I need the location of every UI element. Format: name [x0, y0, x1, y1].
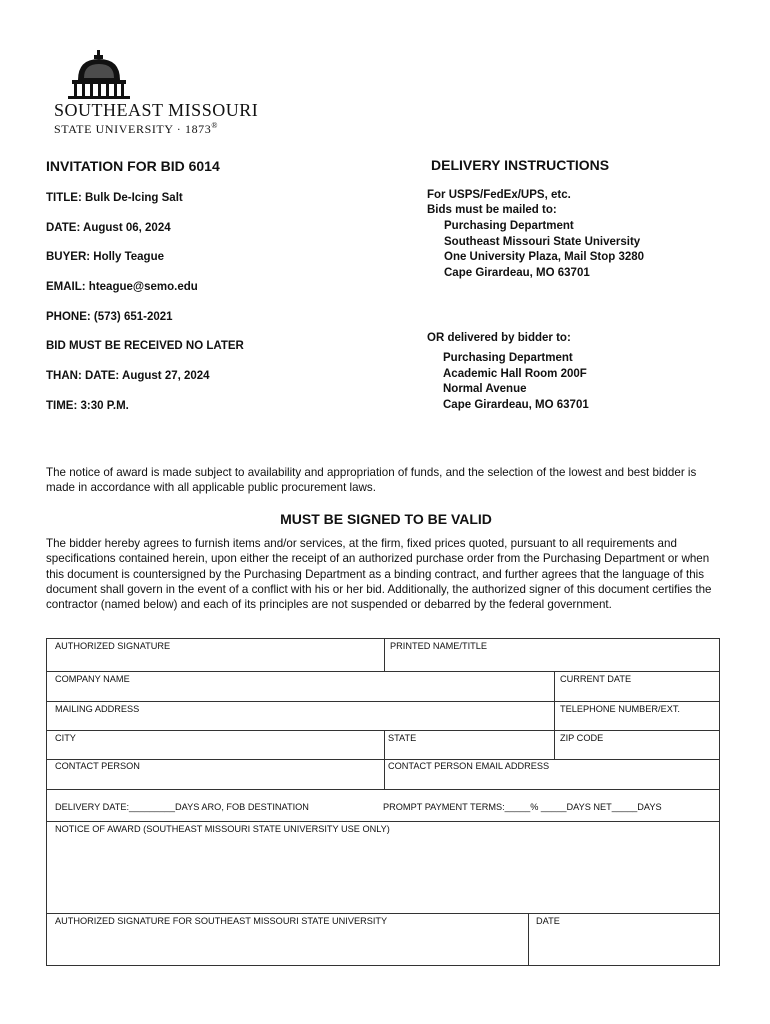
mail-address-line: Southeast Missouri State University [444, 235, 641, 248]
bid-time: TIME: 3:30 P.M. [46, 400, 129, 412]
bid-buyer: BUYER: Holly Teague [46, 251, 164, 263]
contact-email-field[interactable]: CONTACT PERSON EMAIL ADDRESS [388, 761, 550, 771]
bid-deadline-line1: BID MUST BE RECEIVED NO LATER [46, 340, 244, 352]
mail-address-line: Cape Girardeau, MO 63701 [444, 266, 590, 279]
bidder-address-line: Cape Girardeau, MO 63701 [443, 398, 589, 411]
must-sign-heading: MUST BE SIGNED TO BE VALID [280, 511, 492, 527]
contact-person-field[interactable]: CONTACT PERSON [55, 761, 140, 771]
delivery-date-field[interactable]: DELIVERY DATE:_________DAYS ARO, FOB DESTINATION [55, 802, 309, 812]
bidder-address-line: Purchasing Department [443, 352, 573, 364]
notice-of-award-field[interactable]: NOTICE OF AWARD (SOUTHEAST MISSOURI STATE UNIVERSITY USE ONLY) [55, 824, 390, 834]
logo-subtitle: STATE UNIVERSITY · 1873® [54, 121, 219, 136]
mail-address [444, 219, 644, 281]
bidder-address-line: Normal Avenue [443, 383, 527, 395]
telephone-field[interactable]: TELEPHONE NUMBER/EXT. [560, 704, 680, 714]
mailing-address-field[interactable]: MAILING ADDRESS [55, 704, 140, 714]
state-field[interactable]: STATE [388, 733, 417, 743]
bid-date: DATE: August 06, 2024 [46, 222, 171, 234]
printed-name-field[interactable]: PRINTED NAME/TITLE [390, 641, 487, 651]
agreement-text: The bidder hereby agrees to furnish items and/or services, at the firm, fixed prices quoted, pursuant to all requirements and specifications contained herein, upon either the receipt of an authorized purchase order from the Purchasing Department or when this document is countersigned by the Purchasing Department as a binding contract, and further agrees that the language of this document shall govern in the event of a conflict with his or her bid. Additionally, the authorized signer of this document certifies the contractor (named below) and each of its principles are not suspended or debarred by the federal government. [46, 537, 712, 612]
delivery-heading: DELIVERY INSTRUCTIONS [431, 157, 610, 173]
mail-intro-1: For USPS/FedEx/UPS, etc. [427, 189, 571, 201]
bid-title: TITLE: Bulk De-Icing Salt [46, 192, 183, 204]
university-logo [54, 50, 264, 140]
mail-address-line: One University Plaza, Mail Stop 3280 [444, 251, 645, 263]
bid-email: EMAIL: hteague@semo.edu [46, 281, 198, 293]
bid-heading: INVITATION FOR BID 6014 [46, 158, 220, 174]
payment-terms-field[interactable]: PROMPT PAYMENT TERMS:_____% _____DAYS NET_____DAYS [383, 802, 662, 812]
mail-intro-2: Bids must be mailed to: [427, 204, 557, 216]
city-field[interactable]: CITY [55, 733, 76, 743]
bid-phone: PHONE: (573) 651-2021 [46, 311, 173, 323]
mail-address-line: Purchasing Department [444, 220, 574, 232]
company-name-field[interactable]: COMPANY NAME [55, 674, 130, 684]
semo-signature-field[interactable]: AUTHORIZED SIGNATURE FOR SOUTHEAST MISSOURI STATE UNIVERSITY [55, 916, 388, 926]
zip-code-field[interactable]: ZIP CODE [560, 733, 604, 743]
bid-deadline-line2: THAN: DATE: August 27, 2024 [46, 370, 210, 382]
authorized-signature-field[interactable]: AUTHORIZED SIGNATURE [55, 641, 171, 651]
bidder-address [443, 351, 589, 413]
logo-university-name: SOUTHEAST MISSOURI [54, 100, 259, 120]
bidder-intro: OR delivered by bidder to: [427, 332, 571, 344]
academic-hall-dome-icon [64, 50, 134, 100]
current-date-field[interactable]: CURRENT DATE [560, 674, 632, 684]
semo-date-field[interactable]: DATE [536, 916, 560, 926]
award-notice: The notice of award is made subject to availability and appropriation of funds, and the selection of the lowest and best bidder is made in accordance with all applicable public procurement laws. [46, 466, 697, 495]
bidder-address-line: Academic Hall Room 200F [443, 367, 587, 380]
signature-form [46, 638, 720, 966]
